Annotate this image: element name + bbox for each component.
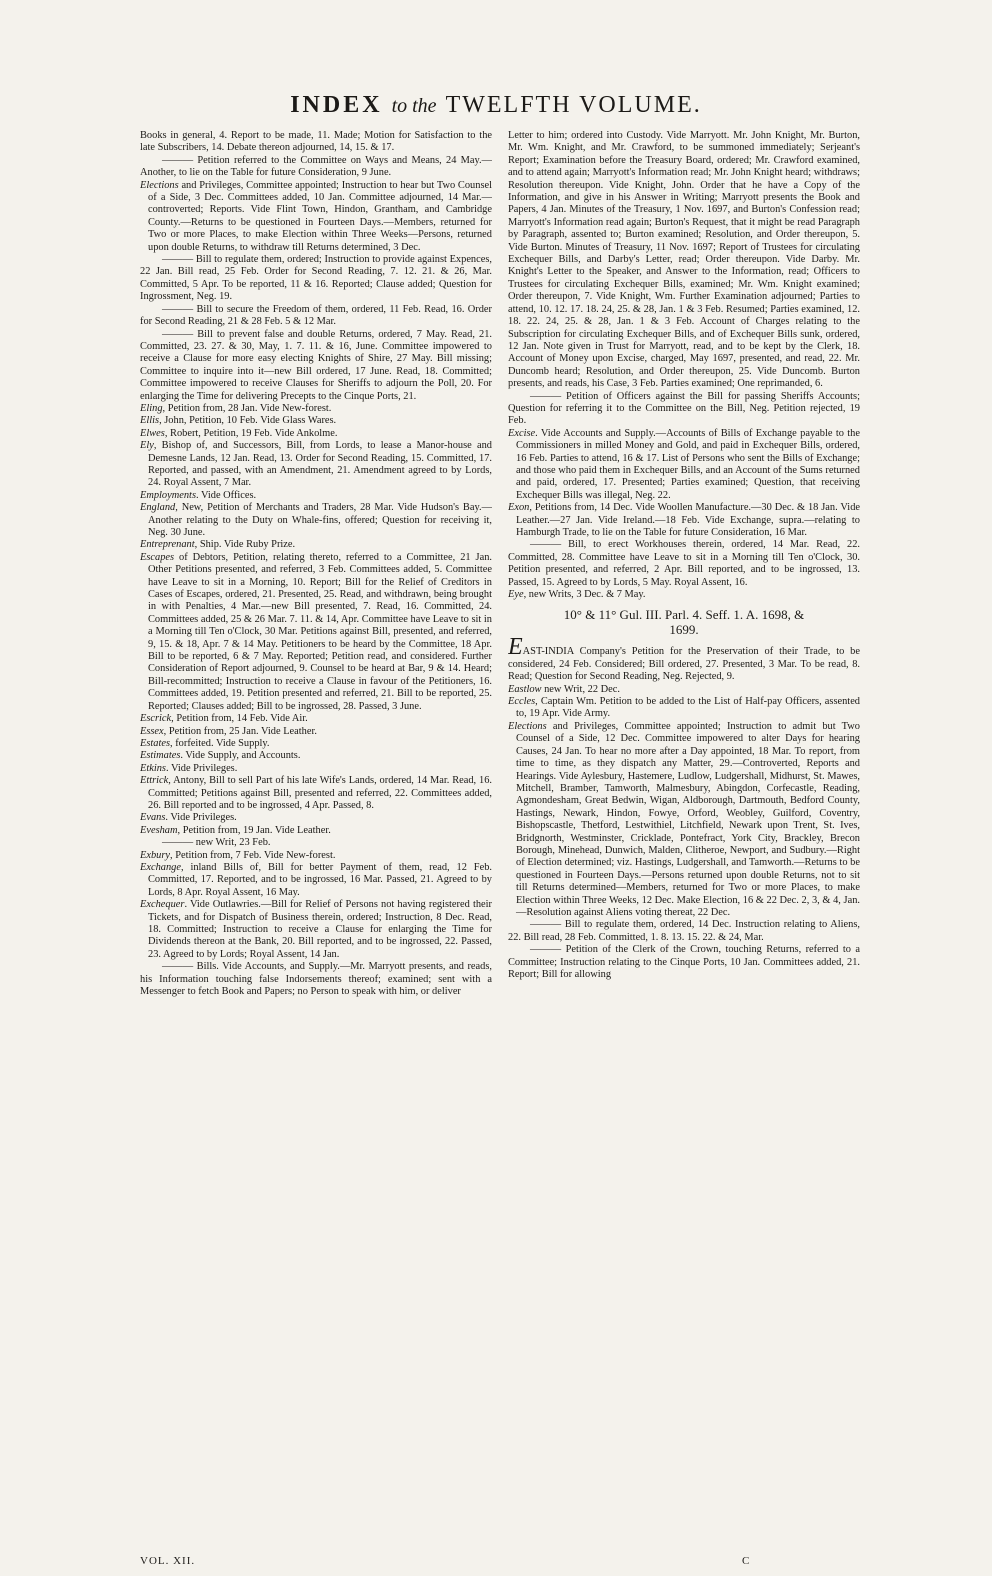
index-entry (508, 684, 860, 696)
index-term: Ellis (140, 415, 160, 427)
index-entry (140, 415, 492, 427)
index-entry-text: and Privileges, Committee appointed; Instruction to admit but Two Counsel of a Side, 12 Dec. Committee impowered to alter Days for hearing Causes, 24 Jan. To hear no more after a Day appointed, 18 Mar. To report, from time to time, as they dispatch any Matter, 29.—Controverted, Reports and Hearings. Vide Aylesbury, Hastemere, Ludlow, Ludgershall, Midhurst, St. Mawes, Mitchell, Bramber, Tamworth, Malmesbury, Abingdon, Corfecastle, Reading, Agmondesham, Great Bedwin, Wigan, Aldborough, Dartmouth, Bedford County, Hastings, Newark, Hindon, Fowye, Orford, Weobley, Guilford, Coventry, Bishopscastle, Thetford, Lestwithiel, Litchfield, Newark upon Trent, St. Ives, Bridgnorth, Westminster, Cricklade, Pontefract, York City, Brackley, Brecon Borough, Minehead, Dunwich, Malden, Clitheroe, Newport, and Sudbury.—Right of Election determined; viz. Hastings, Ludgershall, and Tamworth.—Returns to be questioned in Fourteen Days.—Persons returned upon double Returns, not to sit till Returns determined—Members, returned for Two or more Places, to make Election within Three Weeks, 12 Dec. Make Election, 16 & 22 Dec. 2, 3, & 4, Jan.—Resolution against Aliens voting thereat, 22 Dec. (516, 720, 860, 918)
index-term: Entreprenant (140, 539, 195, 551)
index-subentry: ——— Petition of Officers against the Bill for passing Sheriffs Accounts; Question for referring it to the Committee on the Bill, Neg. Petition rejected, 19 Feb. (508, 390, 860, 427)
index-term: Employments (140, 489, 196, 501)
index-term: Estates (140, 737, 171, 749)
index-entry-text: , Petition from, 19 Jan. Vide Leather. (177, 824, 331, 836)
index-term: Etkins (140, 762, 166, 774)
index-term: Ely (140, 440, 154, 452)
index-term: Essex (140, 725, 164, 737)
index-entry-text: , Ship. Vide Ruby Prize. (194, 539, 296, 551)
title-main: INDEX (290, 92, 383, 118)
title-volume: TWELFTH VOLUME. (445, 92, 702, 118)
index-subentry: ——— new Writ, 23 Feb. (162, 837, 271, 849)
index-term: Elections (508, 720, 547, 732)
index-subentry: ——— Bill to prevent false and double Returns, ordered, 7 May. Read, 21. Committed, 23. 27. & 30, May, 1. 7. 11. & 16, June. Committee impowered to receive a Clause for more easy electing Knights of Shire, 27 May. Bill missing; Committee to inquire into it—new Bill ordered, 17 June. Read, 18. Committed; Committee impowered to receive Clauses for Sheriffs to adjourn the Poll, 20. For enlarging the Time for delivering Precepts to the Cinque Ports, 21. (140, 328, 492, 402)
index-entry: Letter to him; ordered into Custody. Vide Marryott. Mr. John Knight, Mr. Burton, Mr. Wm. Knight, and Mr. Crawford, to be summoned immediately; Serjeant's Report; Examination before the Treasury Board, ordered; Mr. Crawford examined, and to attend again; Marryott's Information read; Mr. John Knight heard; withdraws; Resolution thereupon. Vide Knight, John. Order that he have a Copy of the Information, and give in his Answer in Writing; Marryott presents the Book and Papers, 4 Jan. Minutes of the Treasury, 1 Nov. 1697, and Burton's Confession read; Marryott's Information read again; Burton's Request, that it might be read Paragraph by Paragraph, assented to; Burton examined; Resolution, and Order thereupon, 5. Vide Burton. Minutes of Treasury, 11 Nov. 1697; Report of Trustees for circulating Exchequer Bills, and Darby's Letter, read; Order thereupon. Vide Darby. Mr. Knight's Letter to the Speaker, and Answer to the Information, read; Officers to Trustees for circulating Exchequer Bills, examined; Mr. Wm. Knight examined; Order thereupon, 7. Vide Knight, Wm. Further Examination adjourned; Parties to attend, 10. 12. 17. 18. 24, 25. & 28, Jan. 1 & 3 Feb. Resumed; Parties examined, 12. 18. 22. 24, 25. & 28, Jan. 1 & 3 Feb. Account of Charges relating to the Subscription for circulating Exchequer Bills, and of Exchequer Bills sunk, ordered, 12 Jan. Note given in Trust for Marryott, read, and to be kept by the Clerk, 18. Account of Money upon Excise, charged, May 1697, presented, and read, 22. Mr. Duncomb heard; Resolution, and Order thereupon, 25. Vide Duncomb. Burton presents, and reads, his Case, 3 Feb. Parties examined; One reprimanded, 6. (508, 130, 860, 390)
index-term: Excise (508, 427, 536, 439)
signature-mark: C (742, 1555, 750, 1567)
index-entry-text: , Antony, Bill to sell Part of his late Wife's Lands, ordered, 14 Mar. Read, 16. Committed; Petitions against Bill, presented and referred, 22. Committees added, 26. Bill reported and to be ingrossed, 4 Apr. Passed, 8. (148, 775, 492, 811)
index-entry-text: , forfeited. Vide Supply. (170, 737, 270, 749)
index-entry-text: , John, Petition, 10 Feb. Vide Glass Wares. (159, 415, 337, 427)
session-heading-line1: 10° & 11° Gul. III. Parl. 4. Seff. 1. A. 1698, & (563, 607, 805, 623)
index-subentry: ——— Bills. Vide Accounts, and Supply.—Mr. Marryott presents, and reads, his Information touching false Indorsements thereof; examined; sent with a Messenger to fetch Book and Papers; no Person to speak with him, or deliver (140, 961, 492, 998)
index-entry (508, 502, 860, 539)
index-entry (140, 850, 492, 862)
index-entry-text: , inland Bills of, Bill for better Payment of them, read, 12 Feb. Committed, 17. Reported, and to be ingrossed, 16 Mar. Passed, 21. Agreed to by Lords, 8 Apr. Royal Assent, 16 May. (148, 861, 492, 898)
index-entry-text: , Petition from, 25 Jan. Vide Leather. (163, 725, 317, 737)
index-entry-text: , Petitions from, 14 Dec. Vide Woollen Manufacture.—30 Dec. & 18 Jan. Vide Leather.—27 Jan. Vide Ireland.—18 Feb. Vide Exchange, supra.—relating to Hamburgh Trade, to lie on the Table for future Consideration, 16 Mar. (516, 502, 860, 538)
index-term: Estimates (140, 750, 181, 762)
index-entry (140, 502, 492, 539)
index-entry (140, 713, 492, 725)
index-entry (508, 721, 860, 920)
index-entry: EAST-INDIA Company's Petition for the Preservation of their Trade, to be considered, 24 Feb. Considered; Bill ordered, 27. Presented, 3 Mar. To be read, 8. Read; Question for Second Reading, Neg. Rejected, 9. (508, 634, 860, 683)
right-column-entries-top (508, 130, 860, 601)
index-entry (140, 862, 492, 899)
right-column-entries-bottom (508, 634, 860, 981)
index-entry-text: , Petition from, 14 Feb. Vide Air. (171, 713, 308, 725)
index-term: Elwes (140, 427, 165, 439)
index-subentry: ——— Bill to regulate them, ordered; Instruction to provide against Expences, 22 Jan. Bill read, 25 Feb. Order for Second Reading, 7. 12. 21. & 26, Mar. Committed, 5 Apr. To be reported, 11 & 16. Reported; Clause added; Question for Ingrossment, Neg. 19. (140, 254, 492, 303)
index-entry (140, 539, 492, 551)
index-entry-text: . Vide Privileges. (165, 762, 238, 774)
page-title (0, 92, 992, 119)
index-entry (508, 589, 860, 601)
index-entry (508, 696, 860, 721)
index-term: Eastlow (508, 683, 542, 695)
index-entry (140, 726, 492, 738)
index-term: Escapes (140, 551, 175, 563)
index-entry (140, 812, 492, 824)
index-subentry: ——— Bill to secure the Freedom of them, ordered, 11 Feb. Read, 16. Order for Second Reading, 21 & 28 Feb. 5 & 12 Mar. (140, 303, 492, 328)
index-term: Eling (140, 402, 163, 414)
index-entry-text: , new Writs, 3 Dec. & 7 May. (523, 589, 646, 601)
right-column (508, 130, 860, 1548)
index-subentry: ——— Bill, to erect Workhouses therein, ordered, 14 Mar. Read, 22. Committed, 28. Committee have Leave to sit in a Morning till Ten o'Clock, 30. Petition presented, and referred, 2 Apr. Bill reported, and to be ingrossed, 13. Passed, 15. Agreed to by Lords, 5 May. Royal Assent, 16. (508, 539, 860, 588)
index-entry-text: of Debtors, Petition, relating thereto, referred to a Committee, 21 Jan. Other Petitions presented, and referred, 3 Feb. Committees added, 5. Committee have Leave to sit in a Morning, 10. Report; Bill for the Relief of Creditors in Cases of Escapes, ordered, 21. Presented, 25. Read, and withdrawn, being brought in with Penalties, 4 Mar.—new Bill presented, 7. Read, 16. Committed, 24. Committees added, 25 & 26 Mar. 7. 11. & 14, Apr. Committee have Leave to sit in a Morning till Ten o'Clock, 30 Mar. Petitions against Bill, presented, and referred, 9, 15. & 18, Apr. 7 & 14 May. Petitioners to be heard by the Committee, 18 Apr. Bill to be reported, 6 & 7 May. Reported; Petition read, and considered. Further Consideration of Report adjourned, 9. Counsel to be heard at Bar, 9 & 14. Heard; Bill-recommitted; Instruction to receive a Clause in favour of the Petitioners, 16. Committees added, 19. Petition presented and referred, 21. Bill to be reported, 25. Reported; Clauses added; Bill to be ingrossed, 28. Passed, 3 June. (148, 551, 492, 712)
index-subentry: ——— Petition of the Clerk of the Crown, touching Returns, referred to a Committee; Instruction relating to the Cinque Ports, 10 Jan. Committees added, 21. Report; Bill for allowing (508, 944, 860, 980)
index-term: Evans (140, 812, 166, 824)
index-entry (140, 899, 492, 961)
index-entry (508, 428, 860, 502)
index-term: Escrick (140, 713, 172, 725)
index-entry: Books in general, 4. Report to be made, 11. Made; Motion for Satisfaction to the late Subscribers, 14. Debate thereon adjourned, 14, 15. & 17. (140, 130, 492, 154)
title-join: to the (391, 95, 437, 117)
index-entry (140, 403, 492, 415)
index-entry-text: . Vide Privileges. (165, 812, 237, 824)
index-entry-text: , Petition from, 7 Feb. Vide New-forest. (170, 849, 336, 861)
index-entry-text: . Vide Accounts and Supply.—Accounts of Bills of Exchange payable to the Commissioners in milled Money and Gold, and paid in Exchequer Bills, ordered, 16 Feb. Parties to attend, 16 & 17. List of Persons who sent the Bills of Exchange; and those who paid them in Exchequer Bills, and an Account of the Sums returned and paid, ordered, 17. Presented; Parties examined; Question, that receiving Exchequer Bills was illegal, Neg. 22. (516, 427, 860, 501)
index-entry (140, 490, 492, 502)
index-entry (140, 775, 492, 812)
index-entry-text: , New, Petition of Merchants and Traders, 28 Mar. Vide Hudson's Bay.—Another relating to the Duty on Whale-fins, offered; Question for receiving it, Neg. 30 June. (148, 502, 492, 538)
index-entry-text: , Bishop of, and Successors, Bill, from Lords, to lease a Manor-house and Demesne Lands, 12 Jan. Read, 13. Order for Second Reading, 15. Committed, 17. Reported, and passed, with an Amendment, 21. Amendment agreed to by Lords, 24. Royal Assent, 7 Mar. (148, 440, 492, 489)
index-term: Evesham (140, 824, 178, 836)
index-entry (140, 440, 492, 490)
index-entry (140, 825, 492, 837)
index-entry-text: , Captain Wm. Petition to be added to the List of Half-pay Officers, assented to, 19 Apr. Vide Army. (516, 696, 860, 720)
index-term: Ettrick (140, 775, 169, 787)
index-term: Eccles (508, 696, 536, 708)
session-heading-line2: 1699. (669, 622, 699, 638)
index-entry (140, 763, 492, 775)
index-entry-text: . Vide Supply, and Accounts. (180, 750, 301, 762)
index-entry (140, 750, 492, 762)
index-term: Eye (508, 589, 524, 601)
volume-footer: VOL. XII. (140, 1555, 196, 1567)
index-term: Exchange (140, 861, 181, 873)
index-subentry: ——— Bill to regulate them, ordered, 14 Dec. Instruction relating to Aliens, 22. Bill read, 28 Feb. Committed, 1. 8. 13. 15. 22. & 24, Mar. (508, 919, 860, 943)
index-entry-text: , Petition from, 28 Jan. Vide New-forest. (162, 402, 332, 414)
index-term: Exchequer (140, 899, 185, 911)
session-heading (508, 607, 860, 637)
index-entry (140, 428, 492, 440)
index-entry-text: . Vide Outlawries.—Bill for Relief of Persons not having registered their Tickets, and for Dispatch of Business therein, ordered; Instruction, 8 Dec. Read, 18. Committed; Instruction to receive a Clause for enlarging the Time for Dividends thereon at the Bank, 20. Bill reported, and to be ingrossed, 22. Passed, 23. Agreed to by Lords; Royal Assent, 14 Jan. (148, 899, 492, 960)
index-entry (140, 552, 492, 713)
index-term: Exon (508, 502, 530, 514)
index-entry-text: . Vide Offices. (195, 489, 257, 501)
index-entry-text: and Privileges, Committee appointed; Instruction to hear but Two Counsel of a Side, 3 Dec. Committees added, 10 Jan. Committee adjourned, 14 Mar.—controverted; Reports. Vide Flint Town, Hindon, Grantham, and Cambridge County.—Returns to be questioned in Fourteen Days.—Members, returned for Two or more Places, to make Election within Three Weeks—Persons, returned upon double Returns, to withdraw till Returns determined, 3 Dec. (148, 179, 492, 253)
index-subentry: ——— Petition referred to the Committee on Ways and Means, 24 May.—Another, to lie on the Table for future Consideration, 9 June. (140, 154, 492, 179)
index-entry-text: , Robert, Petition, 19 Feb. Vide Ankolme. (164, 427, 338, 439)
index-term: Elections (140, 179, 179, 191)
index-term: England (140, 502, 176, 514)
index-term: Exbury (140, 849, 171, 861)
index-entry (140, 738, 492, 750)
index-entry (140, 180, 492, 254)
index-entry-text: new Writ, 22 Dec. (541, 683, 620, 695)
left-column (140, 130, 492, 1548)
